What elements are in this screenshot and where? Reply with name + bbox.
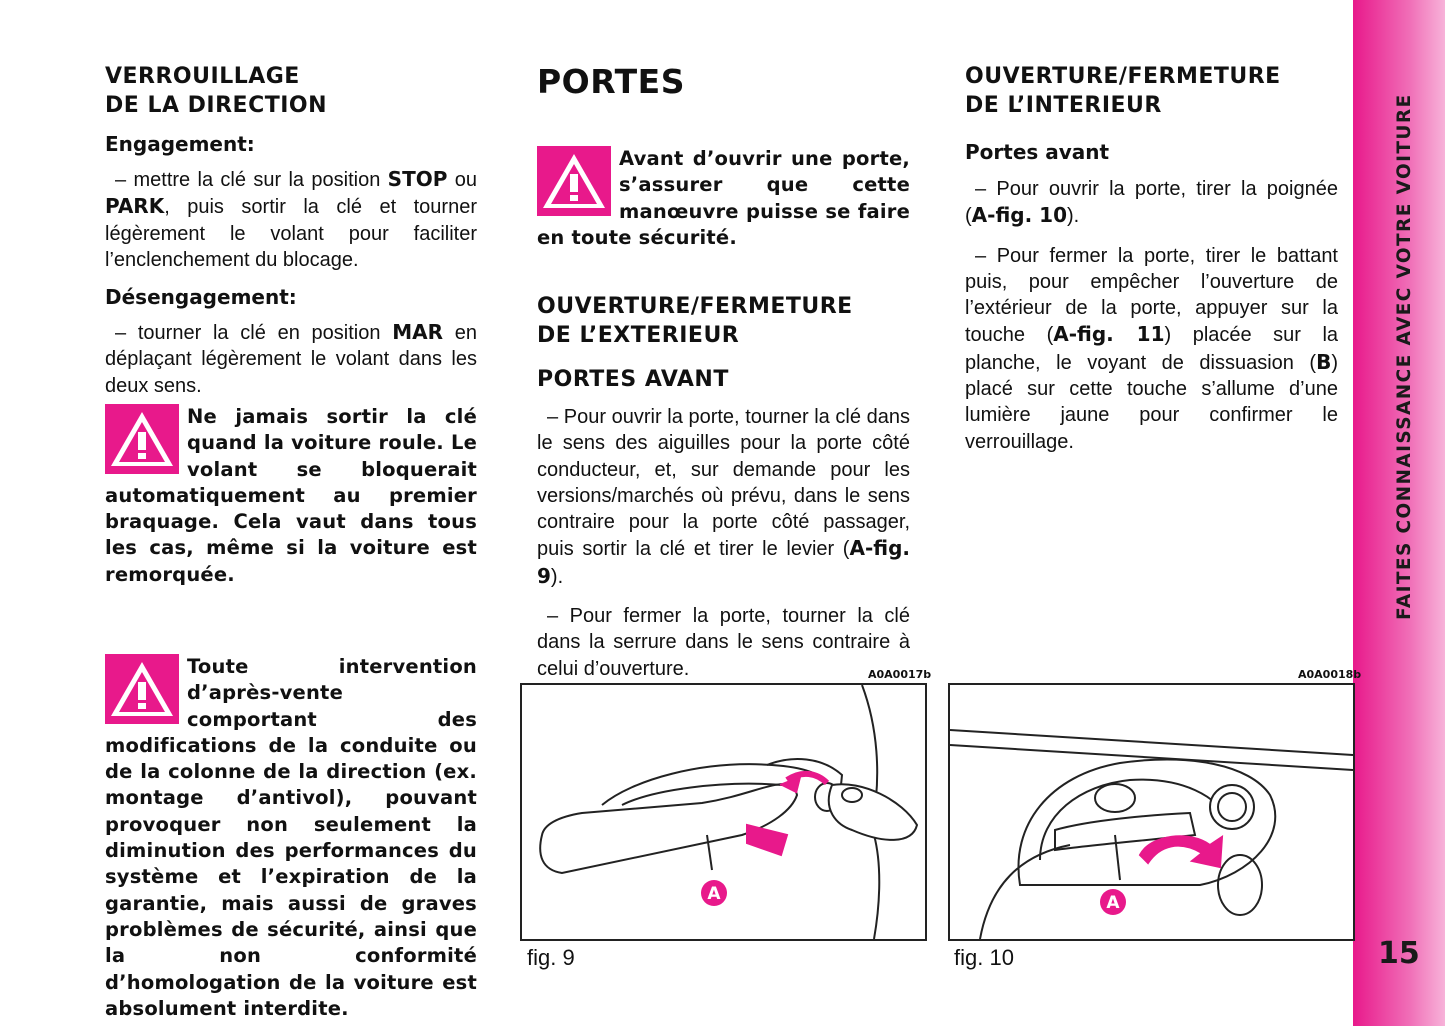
- heading-steering-lock: VERROUILLAGE DE LA DIRECTION: [105, 64, 328, 118]
- column-steering-lock: [105, 62, 477, 399]
- exterior-open-text: – Pour ouvrir la porte, tourner la clé dans le sens des aiguilles pour la porte côté conducteur, et, sur demande pour les versions/marchés où prévu, dans le sens contraire pour la porte côté passager, puis sortir la clé et tirer le levier (A-fig. 9). – Pour fermer la porte, tourner la clé dans la serrure dans le sens contraire à celui d’ouverture.: [537, 406, 910, 680]
- page-number: 15: [1378, 936, 1420, 971]
- fig10-marker: A: [1106, 893, 1120, 913]
- page-title: PORTES: [537, 62, 685, 101]
- fig10-code: A0A0018b: [1298, 668, 1362, 681]
- warning-after-sales: Toute intervention d’après-vente comportant des modifications de la conduite ou de la colonne de la direction (ex. montage d’antivol), pouvant provoquer non seulement la diminution des performances du système et l’expiration de la garantie, mais aussi de graves problèmes de sécurité, ainsi que la non conformité d’homologation de la voiture est absolument interdite.: [105, 655, 477, 1020]
- subheading-front-doors: PORTES AVANT: [537, 367, 729, 392]
- warning-icon: [105, 404, 179, 474]
- column-interior-opening: [965, 62, 1338, 455]
- warning-icon: [105, 654, 179, 724]
- disengagement-label: Désengagement:: [105, 285, 297, 310]
- fig9-illustration: [520, 683, 927, 941]
- chapter-title: FAITES CONNAISSANCE AVEC VOTRE VOITURE: [1394, 93, 1415, 620]
- fig9-marker: A: [707, 884, 721, 904]
- column-exterior-opening: [537, 292, 910, 682]
- warning-steering-lock: Ne jamais sortir la clé quand la voiture roule. Le volant se bloquerait automatiquement au premier braquage. Cela vaut dans tous les cas, même si la voiture est remorquée.: [105, 405, 477, 586]
- heading-exterior: OUVERTURE/FERMETURE DE L’EXTERIEUR: [537, 294, 853, 348]
- engagement-label: Engagement:: [105, 132, 255, 156]
- engagement-text: – mettre la clé sur la position STOP ou PARK, puis sortir la clé et tourner légèrement le volant pour faciliter l’enclenchement du blocage.: [105, 167, 477, 271]
- fig10-illustration: [948, 683, 1355, 941]
- fig9-caption: fig. 9: [527, 945, 575, 970]
- warning-door-open: Avant d’ouvrir une porte, s’assurer que cette manœuvre puisse se faire en toute sécurité.: [537, 147, 910, 249]
- disengagement-text: – tourner la clé en position MAR en déplaçant légèrement le volant dans les deux sens.: [105, 320, 477, 397]
- interior-open-text: – Pour ouvrir la porte, tirer la poignée (A-fig. 10). – Pour fermer la porte, tirer le battant puis, pour empêcher l’ouverture de l’extérieur de la porte, appuyer sur la touche (A-fig. 11) placée sur la planche, le voyant de dissuasion (B) placé sur cette touche s’allume d’une lumière jaune pour confirmer le verrouillage.: [965, 178, 1339, 453]
- warning-icon: [537, 146, 611, 216]
- subheading-front-doors-interior: Portes avant: [965, 140, 1110, 164]
- fig10-caption: fig. 10: [954, 945, 1014, 970]
- heading-interior: OUVERTURE/FERMETURE DE L’INTERIEUR: [965, 64, 1281, 118]
- fig9-code: A0A0017b: [868, 668, 932, 681]
